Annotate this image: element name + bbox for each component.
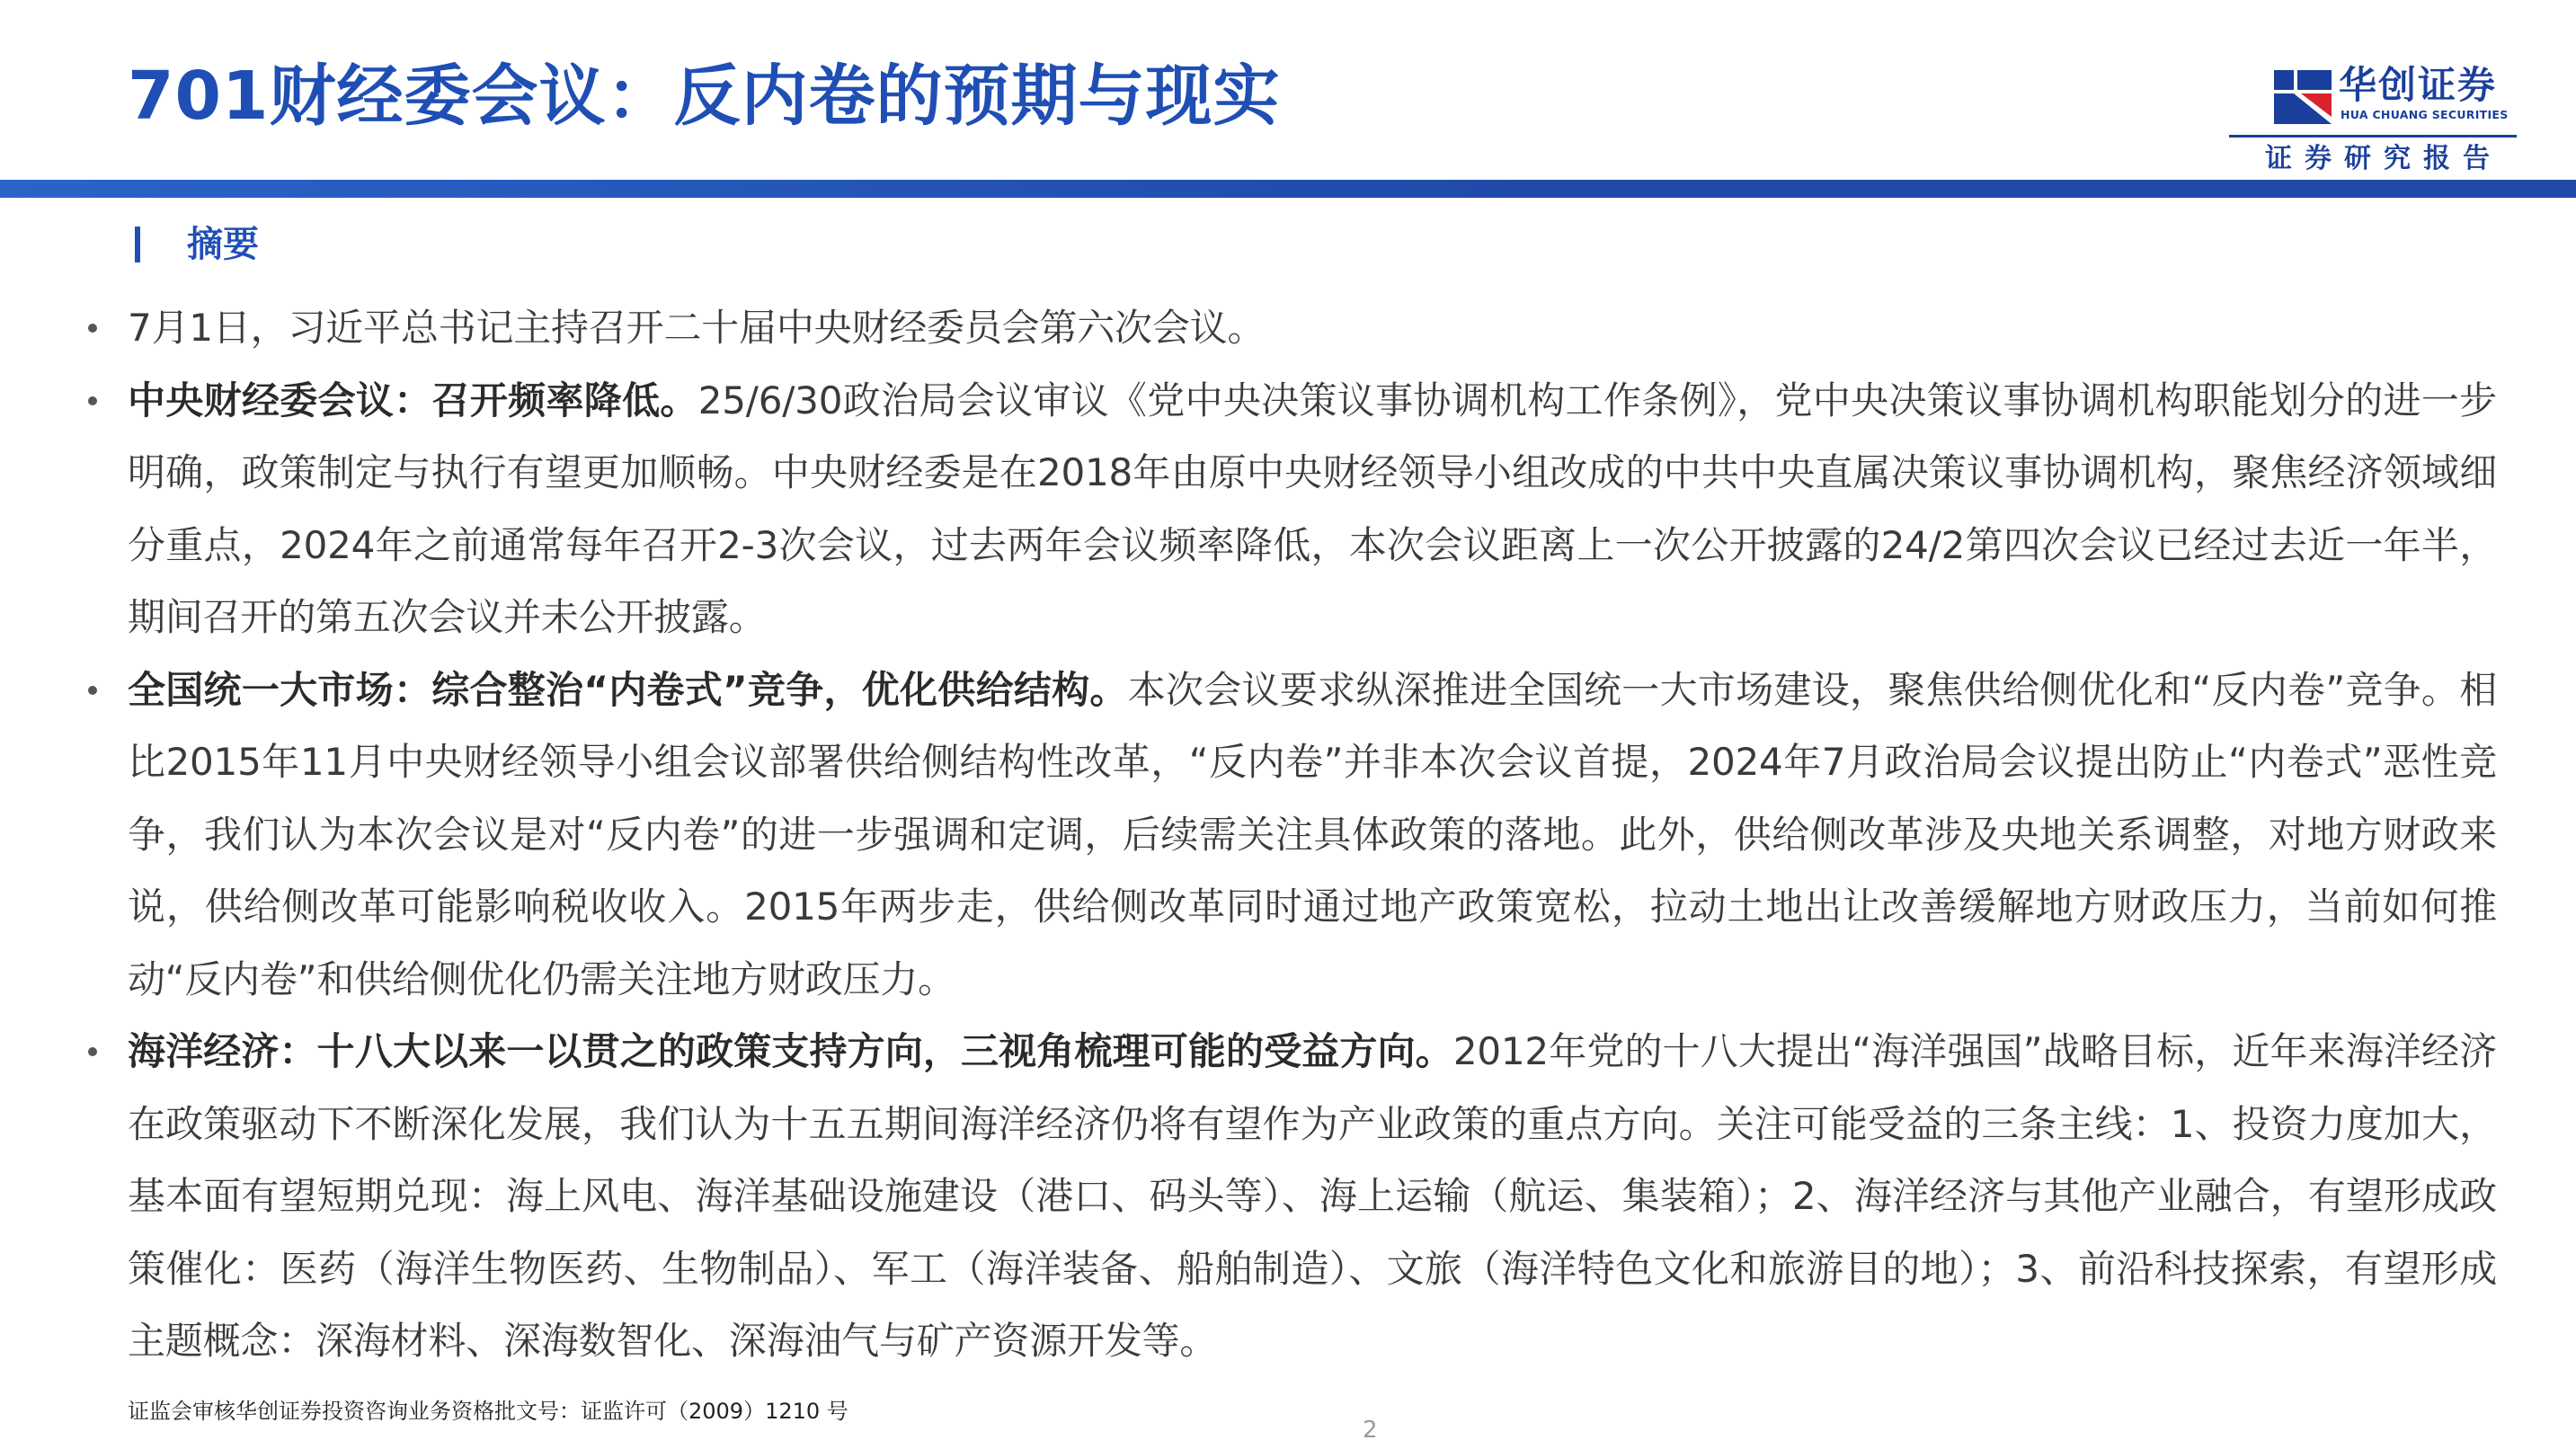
bullet-item (88, 365, 2497, 654)
report-type-label: 证券研究报告 (2265, 143, 2502, 174)
bullet-dot-icon (88, 396, 97, 405)
bullet-lead: 海洋经济：十八大以来一以贯之的政策支持方向，三视角梳理可能的受益方向。 (128, 1029, 1453, 1073)
bullet-item (88, 1016, 2497, 1378)
bullet-text: 2012年党的十八大提出“海洋强国”战略目标，近年来海洋经济在政策驱动下不断深化发展，我们认为十五五期间海洋经济仍将有望作为产业政策的重点方向。关注可能受益的三条主线：1、投资力度加大，基本面有望短期兑现：海上风电、海洋基础设施建设（港口、码头等）、海上运输（航运、集装箱）；2、海洋经济与其他产业融合，有望形成政策催化：医药（海洋生物医药、生物制品）、军工（海洋装备、船舶制造）、文旅（海洋特色文化和旅游目的地）；3、前沿科技探索，有望形成主题概念：深海材料、深海数智化、深海油气与矿产资源开发等。 (128, 1029, 2497, 1363)
page-number: 2 (1363, 1417, 1378, 1444)
bullet-text: 25/6/30政治局会议审议《党中央决策议事协调机构工作条例》，党中央决策议事协调机构职能划分的进一步明确，政策制定与执行有望更加顺畅。中央财经委是在2018年由原中央财经领导小组改成的中共中央直属决策议事协调机构，聚焦经济领域细分重点，2024年之前通常每年召开2-3次会议，过去两年会议频率降低，本次会议距离上一次公开披露的24/2第四次会议已经过去近一年半，期间召开的第五次会议并未公开披露。 (128, 378, 2497, 639)
hua-chuang-logo-icon (2274, 70, 2332, 124)
bullet-lead: 全国统一大市场：综合整治“内卷式”竞争，优化供给结构。 (128, 667, 1128, 712)
section-marker (135, 227, 140, 262)
bullet-text: 本次会议要求纵深推进全国统一大市场建设，聚焦供给侧优化和“反内卷”竞争。相比2015年11月中央财经领导小组会议部署供给侧结构性改革，“反内卷”并非本次会议首提，2024年7月政治局会议提出防止“内卷式”恶性竞争，我们认为本次会议是对“反内卷”的进一步强调和定调，后续需关注具体政策的落地。此外，供给侧改革涉及央地关系调整，对地方财政来说，供给侧改革可能影响税收收入。2015年两步走，供给侧改革同时通过地产政策宽松，拉动土地出让改善缓解地方财政压力，当前如何推动“反内卷”和供给侧优化仍需关注地方财政压力。 (128, 667, 2498, 1001)
summary-bullet-list (88, 292, 2497, 1378)
bullet-item (88, 654, 2497, 1017)
header-band (0, 180, 2576, 198)
bullet-dot-icon (88, 686, 97, 695)
bullet-item (88, 292, 2497, 365)
logo-chinese-name: 华创证券 (2339, 63, 2498, 107)
bullet-dot-icon (88, 324, 97, 333)
bullet-text: 7月1日，习近平总书记主持召开二十届中央财经委员会第六次会议。 (128, 306, 1266, 350)
bullet-lead: 中央财经委会议：召开频率降低。 (128, 378, 698, 422)
company-logo (2274, 63, 2517, 129)
section-title: 摘要 (187, 224, 259, 265)
license-footnote: 证监会审核华创证券投资咨询业务资格批文号：证监许可（2009）1210 号 (128, 1399, 848, 1424)
bullet-dot-icon (88, 1047, 97, 1056)
logo-divider (2229, 135, 2517, 138)
logo-english-name: HUA CHUANG SECURITIES (2341, 108, 2509, 121)
page-title: 701财经委会议：反内卷的预期与现实 (128, 58, 1281, 135)
